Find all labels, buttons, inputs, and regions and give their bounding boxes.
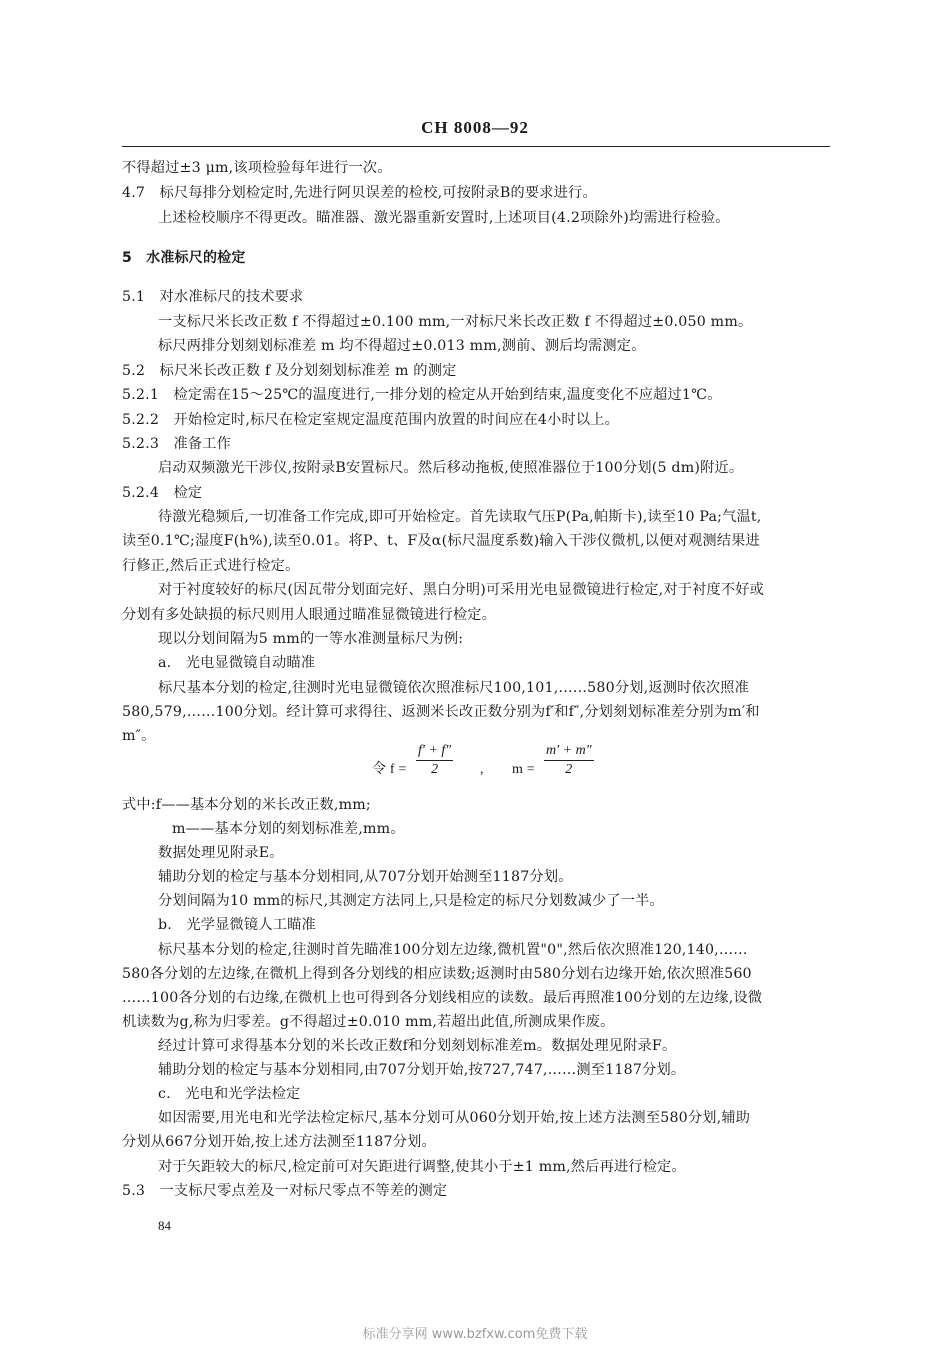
clause-5-2-1: 5.2.1 检定需在15～25℃的温度进行,一排分划的检定从开始到结束,温度变化不应超过1℃。 — [122, 387, 722, 403]
item-a-heading: a. 光电显微镜自动瞄准 — [158, 655, 316, 671]
clause-4-7: 4.7 标尺每排分划检定时,先进行阿贝误差的检校,可按附录B的要求进行。 — [122, 185, 597, 201]
text-line: 读至0.1℃;湿度F(h%),读至0.01。将P、t、F及α(标尺温度系数)输入干涉仪微机,以便对观测结果进 — [122, 533, 760, 549]
clause-5-3: 5.3 一支标尺零点差及一对标尺零点不等差的测定 — [122, 1183, 448, 1199]
item-c-heading: c. 光电和光学法检定 — [158, 1086, 301, 1102]
document-header: CH 8008—92 — [421, 118, 529, 137]
text-line: m——基本分划的刻划标准差,mm。 — [172, 821, 405, 837]
clause-5-2: 5.2 标尺米长改正数 f 及分划刻划标准差 m 的测定 — [122, 363, 457, 379]
text-line: 启动双频激光干涉仪,按附录B安置标尺。然后移动拖板,使照准器位于100分划(5 dm)附近。 — [158, 460, 744, 476]
text-line: 辅助分划的检定与基本分划相同,由707分划开始,按727,747,……测至1187分划。 — [158, 1062, 686, 1078]
clause-5-2-4: 5.2.4 检定 — [122, 485, 203, 501]
text-line: 机读数为g,称为归零差。g不得超过±0.010 mm,若超出此值,所测成果作废。 — [122, 1014, 615, 1030]
clause-5-1: 5.1 对水准标尺的技术要求 — [122, 289, 304, 305]
text-line: 式中:f——基本分划的米长改正数,mm; — [122, 797, 371, 813]
formula-m-denominator: 2 — [565, 762, 573, 777]
text-line: 580,579,……100分划。经计算可求得往、返测米长改正数分别为f′和f″,分划刻划标准差分别为m′和 — [122, 704, 760, 720]
formula-separator: , — [480, 762, 484, 777]
formula-f-numerator: f′ + f″ — [416, 742, 453, 761]
formula-m-numerator: m′ + m″ — [544, 742, 594, 761]
text-line: 现以分划间隔为5 mm的一等水准测量标尺为例: — [158, 631, 464, 647]
text-line: 分划有多处缺损的标尺则用人眼通过瞄准显微镜进行检定。 — [122, 607, 497, 623]
formula-m-prefix: m = — [512, 762, 535, 777]
text-line: 行修正,然后正式进行检定。 — [122, 558, 300, 574]
text-line: 标尺基本分划的检定,往测时光电显微镜依次照准标尺100,101,……580分划,返测时依次照准 — [158, 680, 750, 696]
text-line: 不得超过±3 μm,该项检验每年进行一次。 — [122, 160, 392, 176]
text-line: 经过计算可求得基本分划的米长改正数f和分划刻划标准差m。数据处理见附录F。 — [158, 1038, 677, 1054]
text-line: 待激光稳频后,一切准备工作完成,即可开始检定。首先读取气压P(Pa,帕斯卡),读至10 Pa;气温t, — [158, 509, 762, 525]
clause-5-2-3: 5.2.3 准备工作 — [122, 436, 232, 452]
text-line: 数据处理见附录E。 — [158, 845, 284, 861]
page-number: 84 — [158, 1218, 171, 1233]
watermark-footer: 标准分享网 www.bzfxw.com免费下载 — [362, 1327, 588, 1342]
text-line: 标尺两排分划刻划标准差 m 均不得超过±0.013 mm,测前、测后均需测定。 — [158, 338, 646, 354]
text-line: 上述检校顺序不得更改。瞄准器、激光器重新安置时,上述项目(4.2项除外)均需进行检验。 — [158, 210, 730, 226]
section-5-heading: 5 水准标尺的检定 — [122, 250, 246, 266]
text-line: ……100各分划的右边缘,在微机上也可得到各分划线相应的读数。最后再照准100分划的左边缘,设微 — [122, 990, 763, 1006]
text-line: 对于衬度较好的标尺(因瓦带分划面完好、黑白分明)可采用光电显微镜进行检定,对于衬度不好或 — [158, 582, 765, 598]
text-line: 分划从667分划开始,按上述方法测至1187分划。 — [122, 1134, 436, 1150]
text-line: 一支标尺米长改正数 f 不得超过±0.100 mm,一对标尺米长改正数 f 不得超过±0.050 mm。 — [158, 314, 753, 330]
formula-m-fraction — [544, 742, 594, 779]
clause-5-2-2: 5.2.2 开始检定时,标尺在检定室规定温度范围内放置的时间应在4小时以上。 — [122, 412, 620, 428]
text-line: m″。 — [122, 728, 156, 744]
header-rule — [122, 146, 830, 147]
formula-f-denominator: 2 — [431, 762, 439, 777]
text-line: 标尺基本分划的检定,往测时首先瞄准100分划左边缘,微机置"0",然后依次照准120,140,…… — [158, 942, 748, 958]
item-b-heading: b. 光学显微镜人工瞄准 — [158, 917, 316, 933]
text-line: 580各分划的左边缘,在微机上得到各分划线的相应读数;返测时由580分划右边缘开始,依次照准560 — [122, 966, 752, 982]
text-line: 如因需要,用光电和光学法检定标尺,基本分划可从060分划开始,按上述方法测至580分划,辅助 — [158, 1110, 751, 1126]
text-line: 分划间隔为10 mm的标尺,其测定方法同上,只是检定的标尺分划数减少了一半。 — [158, 893, 664, 909]
text-line: 辅助分划的检定与基本分划相同,从707分划开始测至1187分划。 — [158, 869, 573, 885]
formula-f-prefix: 令 f = — [372, 762, 407, 777]
formula-f-fraction — [416, 742, 453, 779]
text-line: 对于矢距较大的标尺,检定前可对矢距进行调整,使其小于±1 mm,然后再进行检定。 — [158, 1159, 686, 1175]
